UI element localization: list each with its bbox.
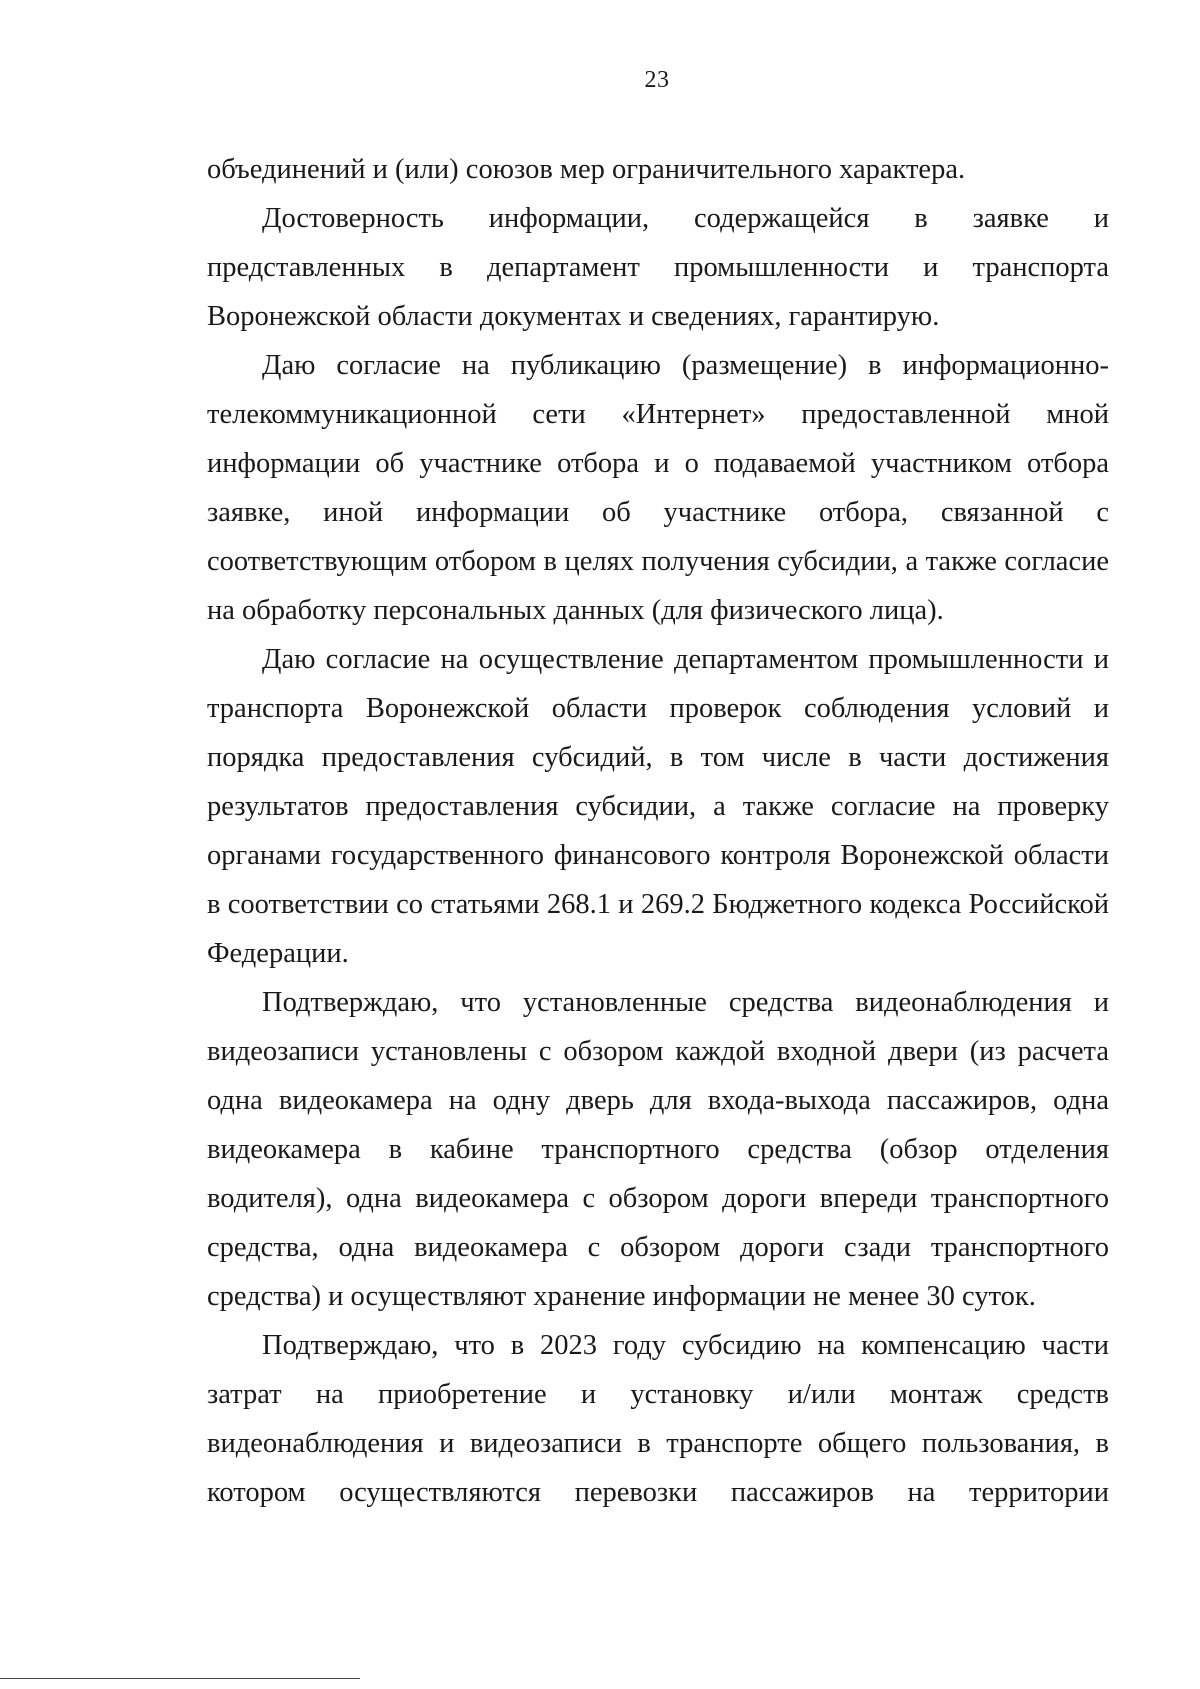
page-number: 23 <box>644 67 670 93</box>
paragraph-subsidy-confirmation: Подтверждаю, что в 2023 году субсидию на компенсацию части затрат на приобретение и установку и/или монтаж средств видеонаблюдения и видеозаписи в транспорте общего пользования, в котором осуществляются перевозки пассажиров на территории <box>207 1330 1109 1508</box>
paragraph-video-confirmation: Подтверждаю, что установленные средства видеонаблюдения и видеозаписи установлены с обзором каждой входной двери (из расчета одна видеокамера на одну дверь для входа-выхода пассажиров, одна видеокамера в кабине транспортного средства (обзор отделения водителя), одна видеокамера с обзором дороги впереди транспортного средства, одна видеокамера с обзором дороги сзади транспортного средства) и осуществляют хранение информации не менее 30 суток. <box>207 987 1109 1312</box>
paragraph-continuation: объединений и (или) союзов мер ограничительного характера. <box>207 154 966 185</box>
paragraph-authenticity: Достоверность информации, содержащейся в заявке и представленных в департамент промышленности и транспорта Воронежской области документах и сведениях, гарантирую. <box>207 203 1109 332</box>
document-body <box>207 145 1109 1517</box>
footer-rule <box>0 1678 360 1679</box>
paragraph-inspection-consent: Даю согласие на осуществление департаментом промышленности и транспорта Воронежской области проверок соблюдения условий и порядка предоставления субсидий, в том числе в части достижения результатов предоставления субсидии, а также согласие на проверку органами государственного финансового контроля Воронежской области в соответствии со статьями 268.1 и 269.2 Бюджетного кодекса Российской Федерации. <box>207 644 1109 969</box>
paragraph-publication-consent: Даю согласие на публикацию (размещение) в информационно-телекоммуникационной сети «Интернет» предоставленной мной информации об участнике отбора и о подаваемой участником отбора заявке, иной информации об участнике отбора, связанной с соответствующим отбором в целях получения субсидии, а также согласие на обработку персональных данных (для физического лица). <box>207 350 1109 626</box>
